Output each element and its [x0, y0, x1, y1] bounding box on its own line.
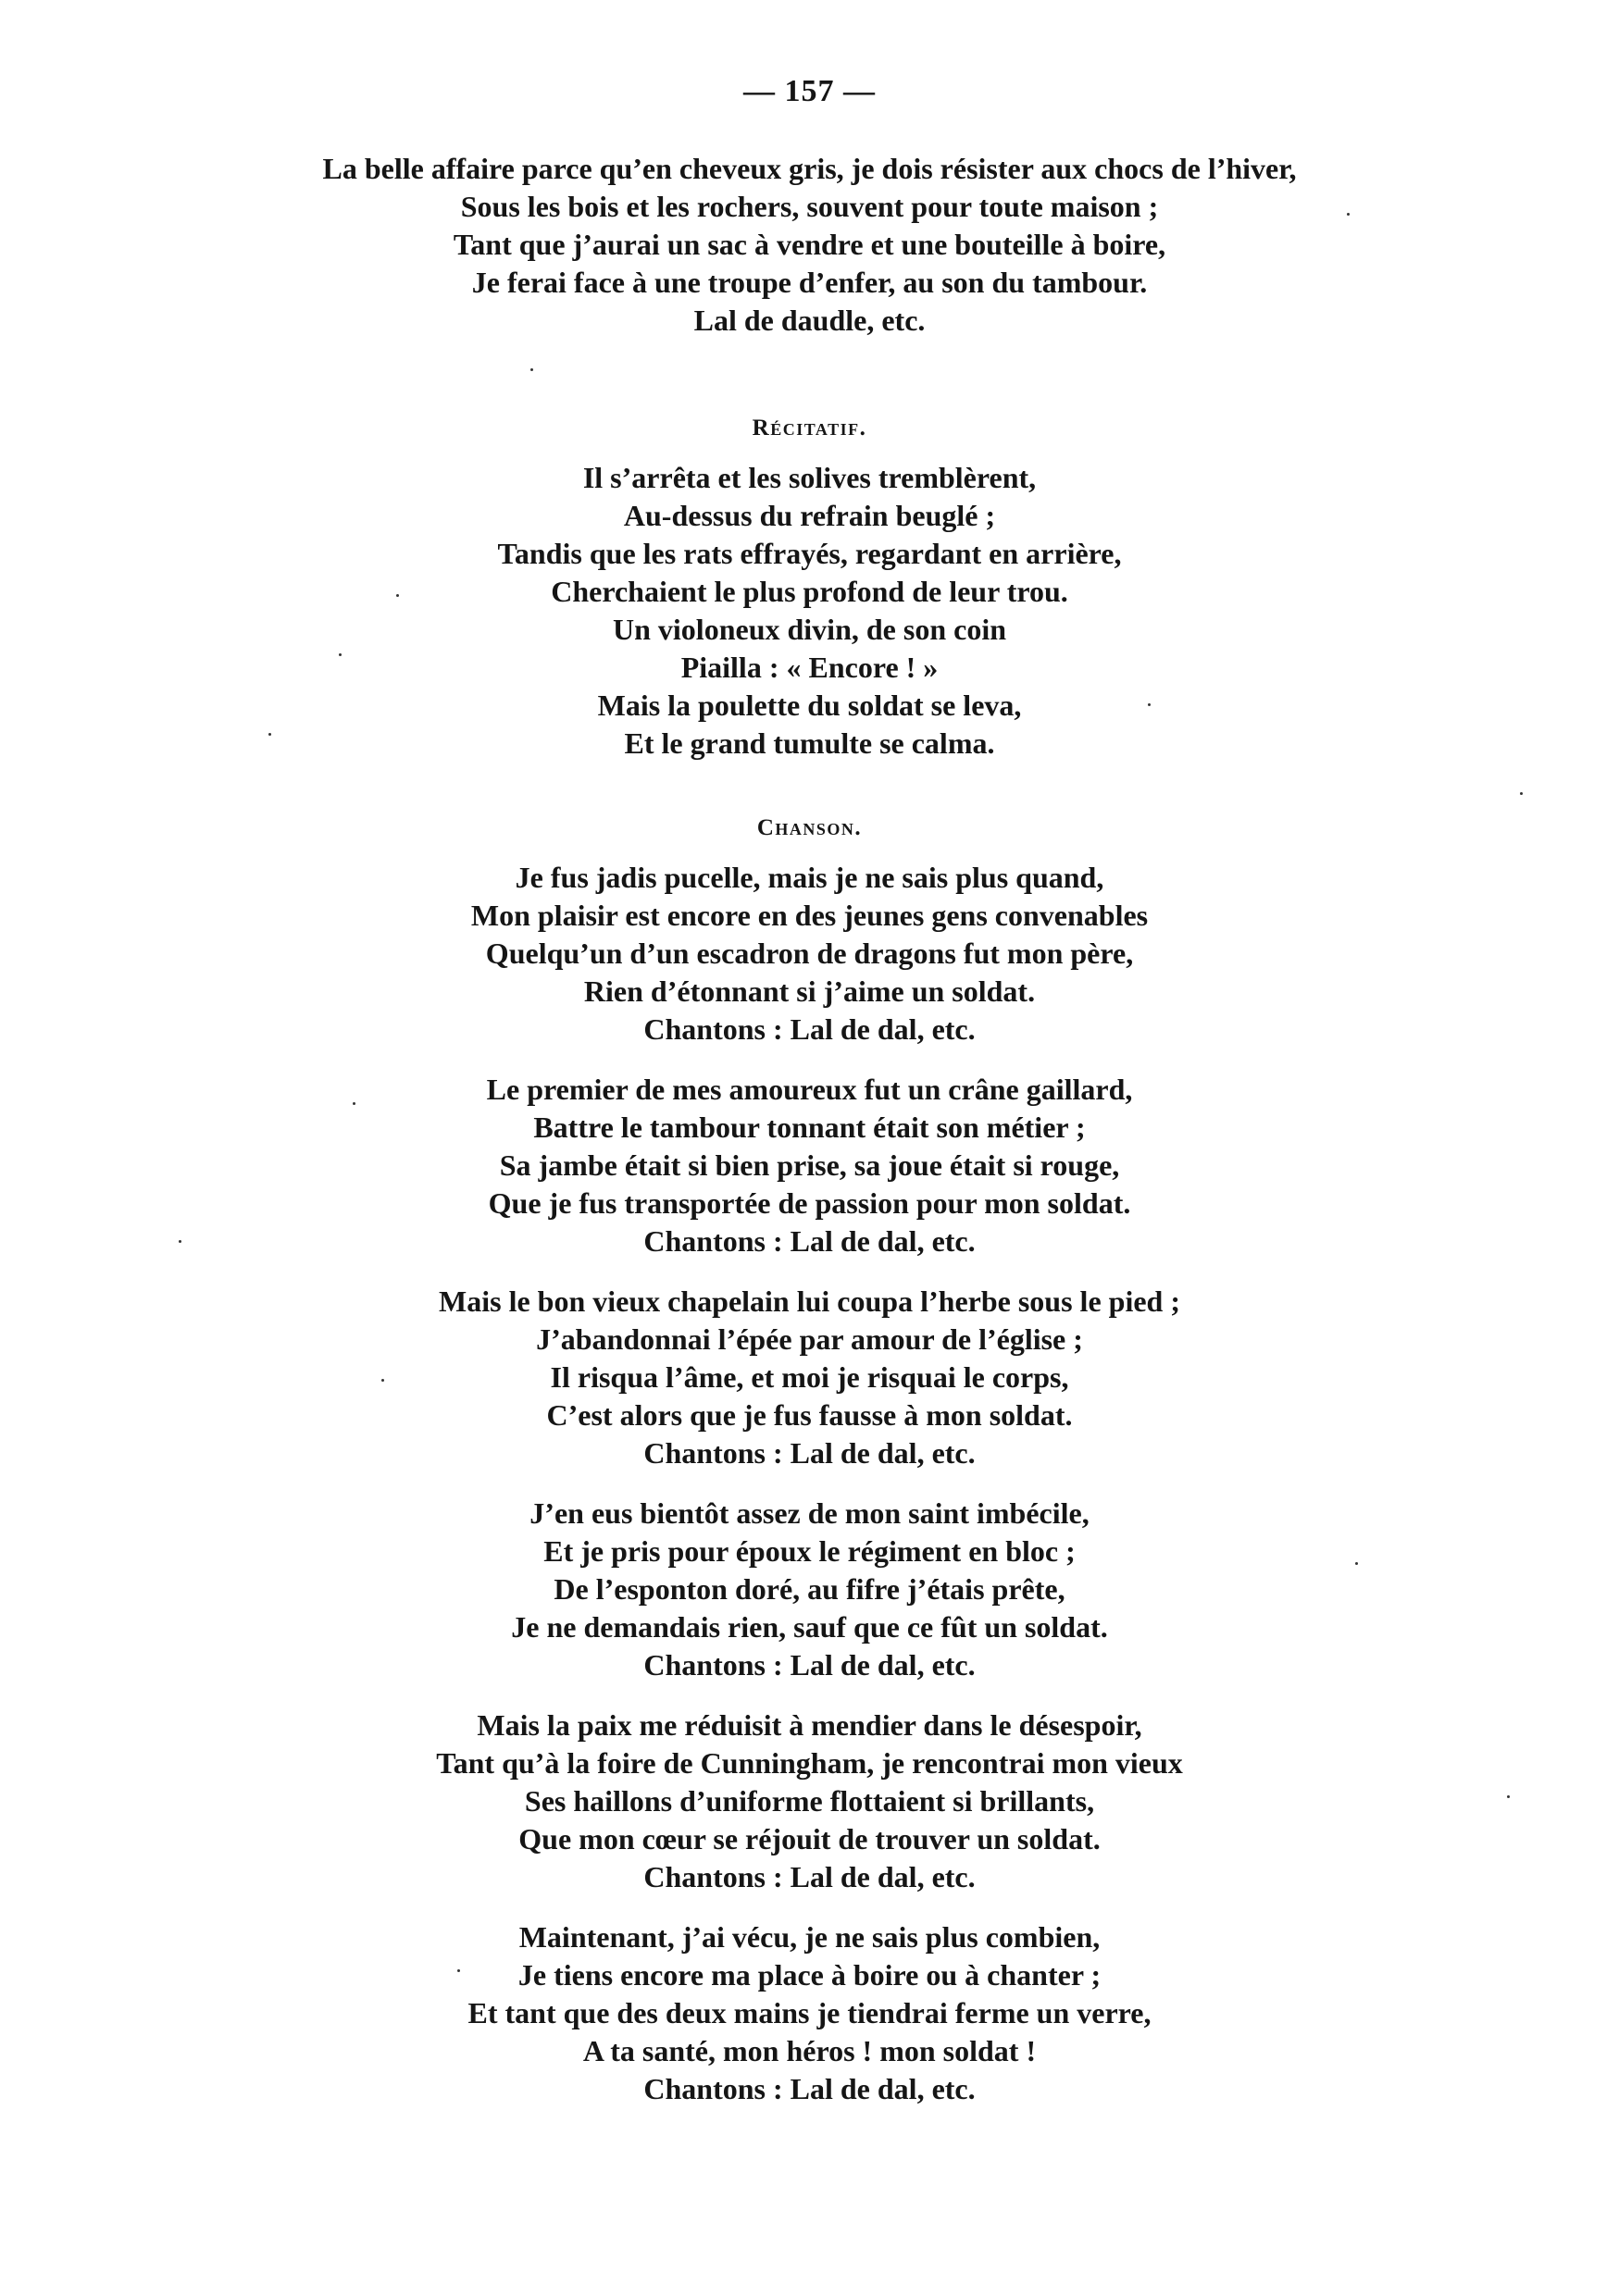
recitatif-verses: [0, 459, 1619, 763]
section-heading-chanson: [0, 814, 1619, 842]
chanson-stanza: [0, 1495, 1619, 1684]
chanson-stanza: [0, 1918, 1619, 2108]
verse-line: Et le grand tumulte se calma.: [624, 726, 995, 760]
scan-speck: [1148, 703, 1151, 706]
scan-speck: [530, 368, 533, 371]
verse-line: Un violoneux divin, de son coin: [613, 613, 1006, 646]
verse-line: Que je fus transportée de passion pour mon soldat.: [488, 1186, 1131, 1220]
verse-line: Il risqua l’âme, et moi je risquai le corps,: [550, 1360, 1069, 1394]
refrain-line: Chantons : Lal de dal, etc.: [643, 2072, 976, 2105]
verse-line: Je tiens encore ma place à boire ou à chanter ;: [517, 1958, 1102, 1992]
section-heading-recitatif: [0, 415, 1619, 442]
verse-line: J’en eus bientôt assez de mon saint imbécile,: [529, 1496, 1090, 1530]
verse-line: Au-dessus du refrain beuglé ;: [623, 499, 996, 532]
verse-line: C’est alors que je fus fausse à mon soldat.: [546, 1398, 1073, 1432]
verse-line: Quelqu’un d’un escadron de dragons fut mon père,: [485, 937, 1134, 970]
scan-speck: [268, 733, 271, 736]
verse-line: Sous les bois et les rochers, souvent pour toute maison ;: [460, 190, 1159, 223]
verse-line: Rien d’étonnant si j’aime un soldat.: [583, 974, 1036, 1008]
scan-speck: [1355, 1562, 1358, 1565]
verse-line: Ses haillons d’uniforme flottaient si brillants,: [524, 1784, 1095, 1818]
verse-line: Tant que j’aurai un sac à vendre et une bouteille à boire,: [453, 228, 1166, 261]
verse-line: Cherchaient le plus profond de leur trou.: [551, 575, 1068, 608]
refrain-line: Chantons : Lal de dal, etc.: [643, 1436, 976, 1470]
verse-line: Que mon cœur se réjouit de trouver un soldat.: [518, 1822, 1101, 1855]
verse-line: Et je pris pour époux le régiment en bloc ;: [543, 1534, 1076, 1568]
verse-line: Le premier de mes amoureux fut un crâne gaillard,: [486, 1073, 1133, 1106]
heading-chanson: Chanson.: [756, 815, 863, 840]
verse-line: Sa jambe était si bien prise, sa joue était si rouge,: [499, 1148, 1120, 1182]
scan-speck: [1520, 792, 1523, 795]
verse-line: Je fus jadis pucelle, mais je ne sais plus quand,: [515, 861, 1104, 894]
refrain-line: Lal de daudle, etc.: [693, 304, 926, 337]
verse-line: Mais la poulette du soldat se leva,: [597, 689, 1022, 722]
verse-line: Battre le tambour tonnant était son métier ;: [533, 1111, 1086, 1144]
verse-line: Piailla : « Encore ! »: [680, 651, 939, 684]
scan-speck: [1347, 213, 1350, 216]
verse-line: Il s’arrêta et les solives tremblèrent,: [582, 461, 1037, 494]
scan-speck: [179, 1240, 181, 1243]
verse-line: La belle affaire parce qu’en cheveux gris, je dois résister aux chocs de l’hiver,: [322, 152, 1297, 185]
scan-speck: [1507, 1795, 1510, 1798]
scan-speck: [339, 653, 342, 656]
refrain-line: Chantons : Lal de dal, etc.: [643, 1860, 976, 1893]
heading-recitatif: Récitatif.: [752, 416, 867, 441]
verse-line: Je ferai face à une troupe d’enfer, au son du tambour.: [471, 266, 1148, 299]
verse-line: Tandis que les rats effrayés, regardant en arrière,: [497, 537, 1122, 570]
refrain-line: Chantons : Lal de dal, etc.: [643, 1648, 976, 1682]
verse-line: A ta santé, mon héros ! mon soldat !: [582, 2034, 1037, 2067]
scan-speck: [381, 1379, 384, 1382]
page-number: — 157 —: [743, 74, 876, 108]
verse-line: Et tant que des deux mains je tiendrai ferme un verre,: [467, 1996, 1152, 2029]
verse-line: J’abandonnai l’épée par amour de l’église ;: [536, 1322, 1083, 1356]
chanson-stanza: [0, 1071, 1619, 1260]
chanson-stanza: [0, 1706, 1619, 1896]
verse-line: Tant qu’à la foire de Cunningham, je rencontrai mon vieux: [436, 1746, 1183, 1780]
scan-speck: [353, 1102, 355, 1105]
verse-line: De l’esponton doré, au fifre j’étais prête,: [554, 1572, 1065, 1606]
stanza-opening: [0, 150, 1619, 340]
scan-speck: [457, 1969, 460, 1972]
verse-line: Mais le bon vieux chapelain lui coupa l’herbe sous le pied ;: [439, 1285, 1180, 1318]
refrain-line: Chantons : Lal de dal, etc.: [643, 1012, 976, 1046]
verse-line: Maintenant, j’ai vécu, je ne sais plus combien,: [518, 1920, 1101, 1954]
verse-line: Mais la paix me réduisit à mendier dans le désespoir,: [477, 1708, 1142, 1742]
verse-line: Je ne demandais rien, sauf que ce fût un soldat.: [511, 1610, 1108, 1644]
verse-line: Mon plaisir est encore en des jeunes gens convenables: [470, 899, 1149, 932]
scan-speck: [396, 594, 399, 597]
chanson-stanza: [0, 859, 1619, 1049]
chanson-stanza: [0, 1283, 1619, 1472]
refrain-line: Chantons : Lal de dal, etc.: [643, 1224, 976, 1258]
